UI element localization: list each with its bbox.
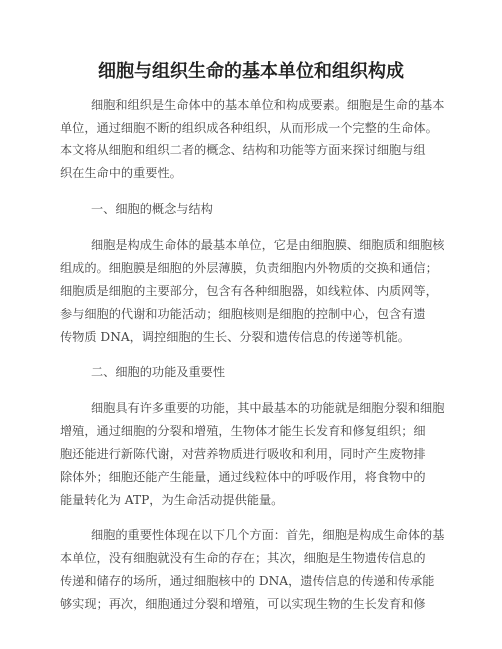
paragraph-4-line-3: 传递和储存的场所，通过细胞核中的 DNA，遗传信息的传递和传承能 — [60, 574, 435, 588]
paragraph-3-line-1: 细胞具有许多重要的功能，其中最基本的功能就是细胞分裂和细胞 — [91, 401, 445, 415]
paragraph-3-line-4: 除体外；细胞还能产生能量，通过线粒体中的呼吸作用，将食物中的 — [60, 470, 426, 484]
paragraph-2-line-3: 细胞质是细胞的主要部分，包含有各种细胞器，如线粒体、内质网等， — [60, 284, 438, 298]
paragraph-1-line-2: 单位，通过细胞不断的组织成各种组织，从而形成一个完整的生命体。 — [60, 121, 438, 135]
paragraph-2-line-2: 组成的。细胞膜是细胞的外层薄膜，负责细胞内外物质的交换和通信； — [60, 261, 438, 275]
section-heading-2: 二、细胞的功能及重要性 — [91, 365, 226, 379]
paragraph-2-line-4: 参与细胞的代谢和功能活动；细胞核则是细胞的控制中心，包含有遗 — [60, 307, 426, 321]
paragraph-1-line-3: 本文将从细胞和组织二者的概念、结构和功能等方面来探讨细胞与组 — [60, 143, 426, 157]
paragraph-4-line-2: 本单位，没有细胞就没有生命的存在；其次，细胞是生物遗传信息的 — [60, 551, 426, 565]
paragraph-1-line-4: 织在生命中的重要性。 — [60, 166, 182, 180]
paragraph-2-line-5: 传物质 DNA，调控细胞的生长、分裂和遗传信息的传递等机能。 — [60, 330, 410, 344]
paragraph-4-line-4: 够实现；再次，细胞通过分裂和增殖，可以实现生物的生长发育和修 — [60, 597, 426, 611]
document-title: 细胞与组织生命的基本单位和组织构成 — [98, 61, 404, 82]
section-heading-1: 一、细胞的概念与结构 — [91, 202, 213, 216]
paragraph-3-line-2: 增殖，通过细胞的分裂和增殖，生物体才能生长发育和修复组织；细 — [60, 424, 426, 438]
paragraph-4-line-1: 细胞的重要性体现在以下几个方面：首先，细胞是构成生命体的基 — [91, 528, 445, 542]
paragraph-2-line-1: 细胞是构成生命体的最基本单位，它是由细胞膜、细胞质和细胞核 — [91, 238, 445, 252]
paragraph-3-line-5: 能量转化为 ATP，为生命活动提供能量。 — [60, 493, 284, 507]
paragraph-1-line-1: 细胞和组织是生命体中的基本单位和构成要素。细胞是生命的基本 — [91, 98, 445, 112]
paragraph-3-line-3: 胞还能进行新陈代谢，对营养物质进行吸收和利用，同时产生废物排 — [60, 447, 426, 461]
